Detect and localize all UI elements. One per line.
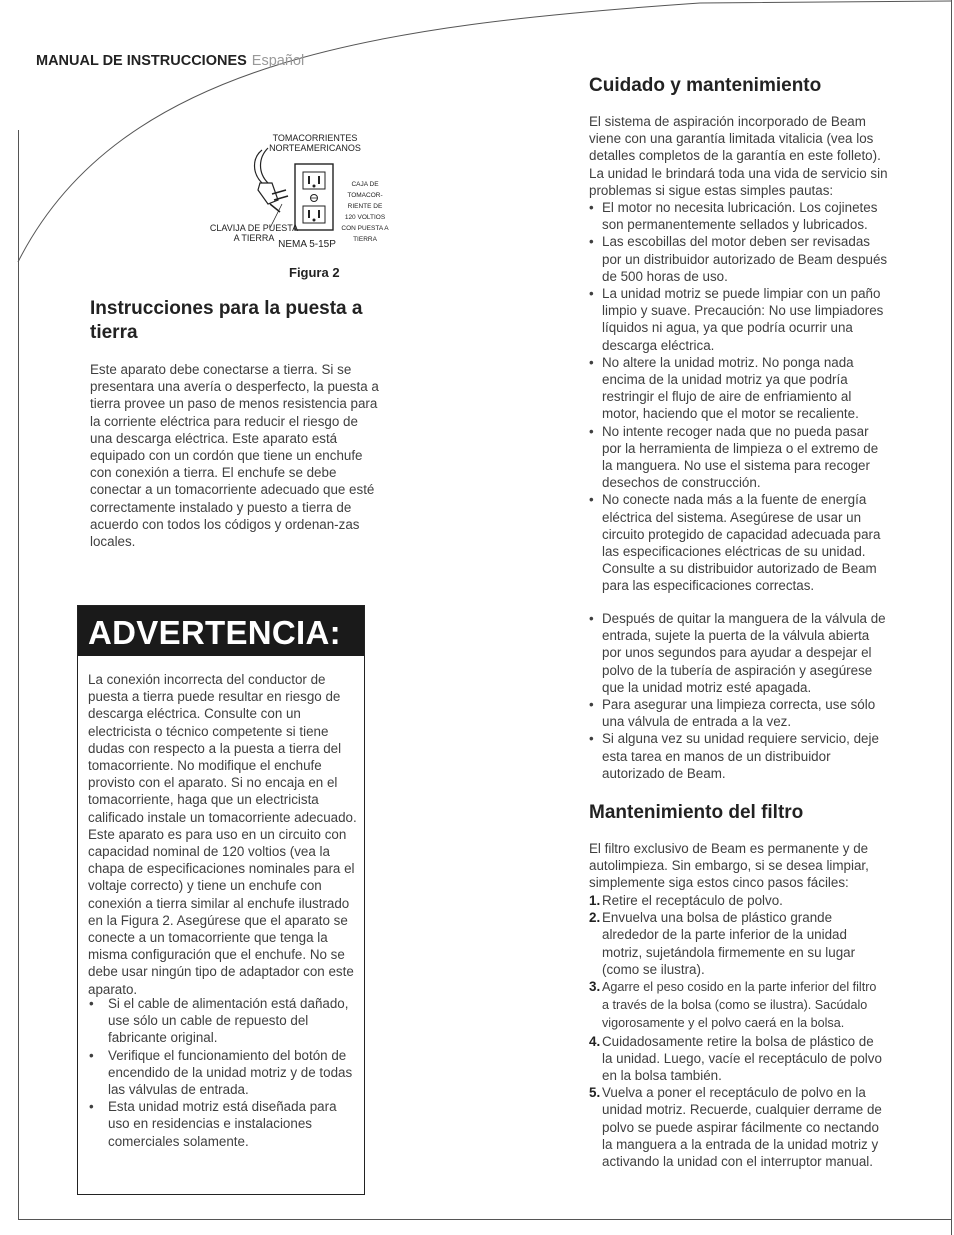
list-item: • La unidad motriz se puede limpiar con un paño limpio y suave. Precaución: No use limpiadores líquidos ni agua, ya que podría ocurrir una descarga eléctrica. [589,285,889,354]
step-text: Envuelva una bolsa de plástico grande alrededor de la parte inferior de la unidad motriz, sujetándola firmemente en su lugar (como se ilustra). [602,910,856,977]
warning-body: La conexión incorrecta del conductor de puesta a tierra puede resultar en riesgo de descarga eléctrica. Consulte con un electricista o técnico competente si tiene dudas con respecto a la puesta a tierra del tomacorriente. No modifique el enchufe provisto con el aparato. Si no encaja en el tomacorriente, haga que un electricista calificado instale un tomacorriente adecuado. Este aparato es para uso en un circuito con capacidad nominal de 120 voltios (vea la chapa de especificaciones nominales para el voltaje correcto) y tiene un enchufe con conexión a tierra similar al enchufe ilustrado en la Figura 2. Asegúrese que el aparato se conecte a un tomacorriente que tenga la misma configuración que el enchufe. No se debe usar ningún tipo de adaptador con este aparato. [88,672,357,997]
step-text: Agarre el peso cosido en la parte inferior del filtro a través de la bolsa (como se ilustra). Sacúdalo vigorosamente y el polvo caerá en la bolsa. [602,980,877,1031]
outlets-label: TOMACORRIENTES NORTEAMERICANOS [269,133,361,153]
warning-title: ADVERTENCIA: [88,614,341,651]
outlet-box-label: CAJA DE TOMACOR- RIENTE DE 120 VOLTIOS CON PUESTA A TIERRA [341,181,389,243]
nema-label: NEMA 5-15P [278,239,336,250]
list-item: • Las escobillas del motor deben ser revisadas por un distribuidor autorizado de Beam después de 500 horas de uso. [589,233,889,285]
list-item: • No intente recoger nada que no pueda pasar por la herramienta de limpieza o el extremo de la manguera. No use el sistema para recoger desechos de construcción. [589,423,889,492]
filter-steps [589,892,884,1170]
figure-caption: Figura 2 [289,265,340,280]
outlet-figure [200,128,400,288]
step-item [589,1033,884,1085]
manual-header [36,53,304,69]
list-item: • Si el cable de alimentación está dañado, use sólo un cable de repuesto del fabricante original. [88,995,358,1047]
step-text: Cuidadosamente retire la bolsa de plástico de la unidad. Luego, vacíe el receptáculo de polvo en la bolsa también. [602,1033,882,1084]
list-item: • No conecte nada más a la fuente de energía eléctrica del sistema. Asegúrese de usar un circuito protegido de capacidad adecuada para las especificaciones eléctricas de su unidad. Consulte a su distribuidor autorizado de Beam para las especificaciones correctas. [589,491,889,594]
grounding-body: Este aparato debe conectarse a tierra. Si se presentara una avería o desperfecto, la puesta a tierra provee un paso de menos resistencia para la corriente eléctrica para reducir el riesgo de una descarga eléctrica. Este aparato está equipado con un cordón que tiene un enchufe con conexión a tierra. El enchufe se debe conectar a un tomacorriente adecuado que esté correctamente instalado y puesto a tierra de acuerdo con todos los códigos y ordenan-zas locales. [90,362,379,550]
step-text: Retire el receptáculo de polvo. [602,893,783,908]
list-item: • Verifique el funcionamiento del botón de encendido de la unidad motriz y de todas las válvulas de entrada. [88,1047,358,1099]
step-number: 4. [589,1033,601,1049]
step-number: 5. [589,1085,601,1101]
grounding-title: Instrucciones para la puesta a tierra [90,298,363,343]
step-text: Vuelva a poner el receptáculo de polvo en la unidad motriz. Recuerde, cualquier derrame de polvo se puede aspirar fácilmente co nectando la manguera a la entrada de la unidad motriz y activando la unidad con el interruptor manual. [602,1085,882,1170]
step-item [589,978,884,1033]
step-item [589,909,884,978]
language-label: Español [251,53,305,69]
step-number: 1. [589,893,601,908]
care-body: El sistema de aspiración incorporado de Beam viene con una garantía limitada vitalicia (vea los detalles completos de la garantía en este folleto). La unidad le brindará toda una vida de servicio sin problemas si sigue estas simples pautas: [589,114,888,198]
care-list [589,199,889,595]
list-item: • El motor no necesita lubricación. Los cojinetes son permanentemente sellados y lubricados. [589,199,889,233]
list-item: • Para asegurar una limpieza correcta, use sólo una válvula de entrada a la vez. [589,696,889,730]
warning-list [88,995,358,1150]
page-border-bottom [18,1219,952,1220]
care-list-2 [589,610,889,782]
list-item: • No altere la unidad motriz. No ponga nada encima de la unidad motriz ya que podría restringir el flujo de aire de enfriamiento al motor, haciendo que el motor se recaliente. [589,354,889,423]
list-item: • Esta unidad motriz está diseñada para uso en residencias e instalaciones comerciales solamente. [88,1098,358,1150]
step-number: 2. [589,910,601,926]
step-number: 3. [589,979,601,995]
care-title: Cuidado y mantenimiento [589,75,822,96]
step-item [589,892,884,909]
plug-label: CLAVIJA DE PUESTA A TIERRA [209,223,299,243]
list-item: • Después de quitar la manguera de la válvula de entrada, sujete la puerta de la válvula abierta por unos segundos para ayudar a despejar el polvo de la tubería de aspiración y asegúrese que la unidad motriz esté apagada. [589,610,889,696]
step-item [589,1084,884,1170]
warning-header [78,606,364,656]
filter-body: El filtro exclusivo de Beam es permanente y de autolimpieza. Sin embargo, si se desea limpiar, simplemente siga estos cinco pasos fáciles: [589,841,869,891]
manual-title: MANUAL DE INSTRUCCIONES [36,53,247,69]
filter-title: Mantenimiento del filtro [589,802,804,823]
warning-box [77,605,365,1195]
list-item: • Si alguna vez su unidad requiere servicio, deje esta tarea en manos de un distribuidor autorizado de Beam. [589,730,889,782]
